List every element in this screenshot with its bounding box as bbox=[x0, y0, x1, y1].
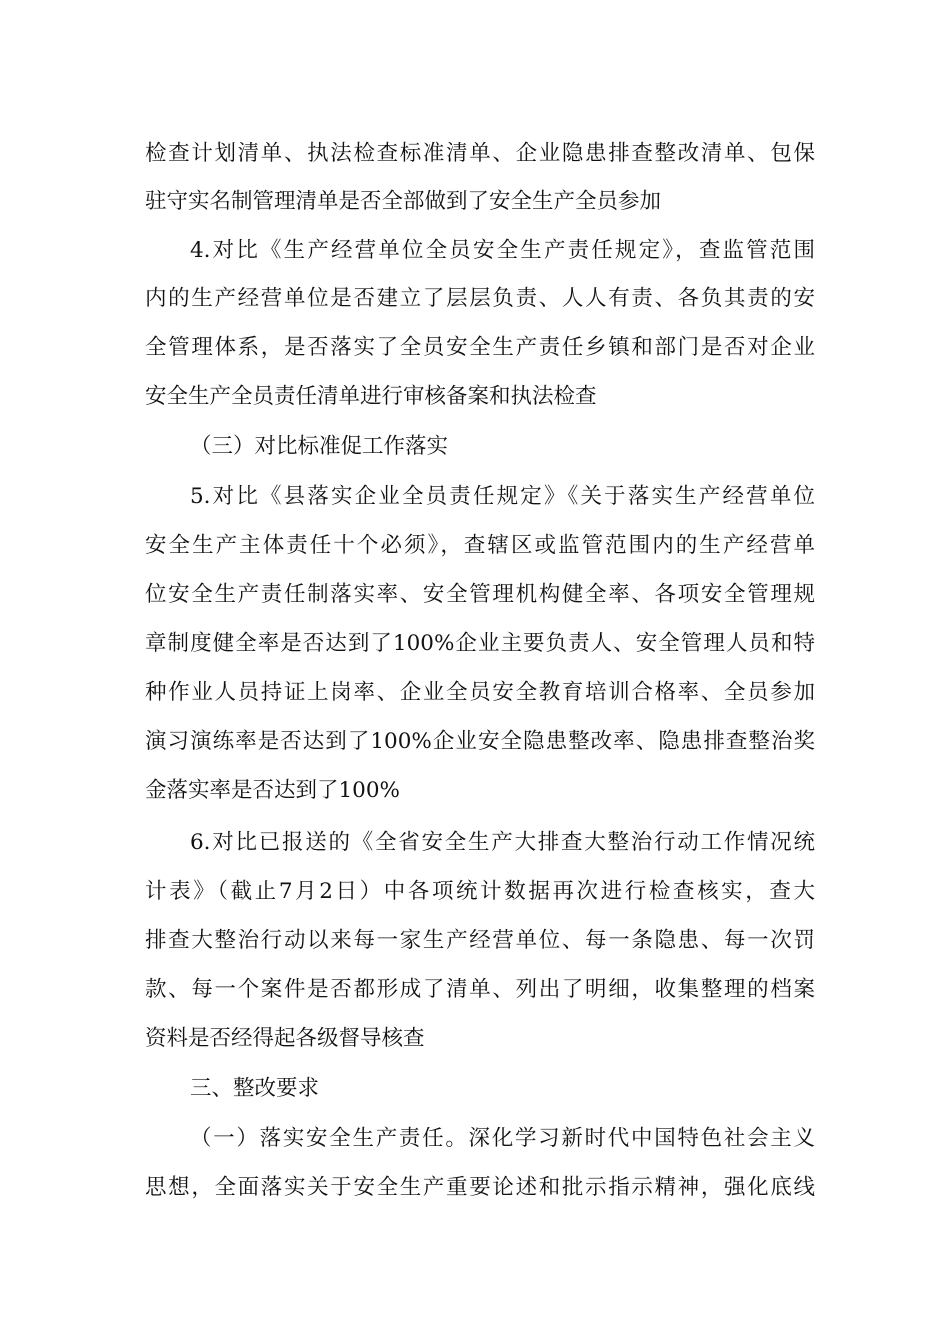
paragraph-6-line-4: 款、每一个案件是否都形成了清单、列出了明细，收集整理的档案 bbox=[145, 977, 815, 1002]
paragraph-5-line-3: 位安全生产责任制落实率、安全管理机构健全率、各项安全管理规 bbox=[145, 582, 815, 607]
paragraph-4-line-4: 安全生产全员责任清单进行审核备案和执法检查 bbox=[145, 384, 597, 409]
paragraph-4-line-2: 内的生产经营单位是否建立了层层负责、人人有责、各负其责的安 bbox=[145, 286, 815, 311]
paragraph-5-line-6: 演习演练率是否达到了100%企业安全隐患整改率、隐患排查整治奖 bbox=[145, 729, 815, 754]
paragraph-6-line-2: 计表》（截止7月2日）中各项统计数据再次进行检查核实，查大 bbox=[145, 879, 815, 904]
section-heading-3: （三）对比标准促工作落实 bbox=[190, 434, 449, 459]
text-line-1: 检查计划清单、执法检查标准清单、企业隐患排查整改清单、包保 bbox=[145, 141, 815, 166]
paragraph-5-line-2: 安全生产主体责任十个必须》，查辖区或监管范围内的生产经营单 bbox=[145, 533, 815, 558]
paragraph-5-line-1: 5.对比《县落实企业全员责任规定》《关于落实生产经营单位 bbox=[190, 484, 815, 509]
paragraph-5-line-4: 章制度健全率是否达到了100%企业主要负责人、安全管理人员和特 bbox=[145, 631, 815, 656]
paragraph-6-line-1: 6.对比已报送的《全省安全生产大排查大整治行动工作情况统 bbox=[190, 830, 815, 855]
paragraph-6-line-5: 资料是否经得起各级督导核查 bbox=[145, 1026, 425, 1051]
text-line-2: 驻守实名制管理清单是否全部做到了安全生产全员参加 bbox=[145, 189, 662, 214]
paragraph-6-line-3: 排查大整治行动以来每一家生产经营单位、每一条隐患、每一次罚 bbox=[145, 928, 815, 953]
paragraph-rect-line-2: 思想，全面落实关于安全生产重要论述和批示指示精神，强化底线 bbox=[145, 1175, 815, 1200]
paragraph-4-line-1: 4.对比《生产经营单位全员安全生产责任规定》，查监管范围 bbox=[190, 238, 815, 263]
section-heading-rectification: 三、整改要求 bbox=[190, 1076, 320, 1101]
paragraph-4-line-3: 全管理体系，是否落实了全员安全生产责任乡镇和部门是否对企业 bbox=[145, 335, 815, 360]
paragraph-rect-line-1: （一）落实安全生产责任。深化学习新时代中国特色社会主义 bbox=[190, 1126, 815, 1151]
paragraph-5-line-5: 种作业人员持证上岗率、企业全员安全教育培训合格率、全员参加 bbox=[145, 680, 815, 705]
paragraph-5-line-7: 金落实率是否达到了100% bbox=[145, 778, 400, 803]
